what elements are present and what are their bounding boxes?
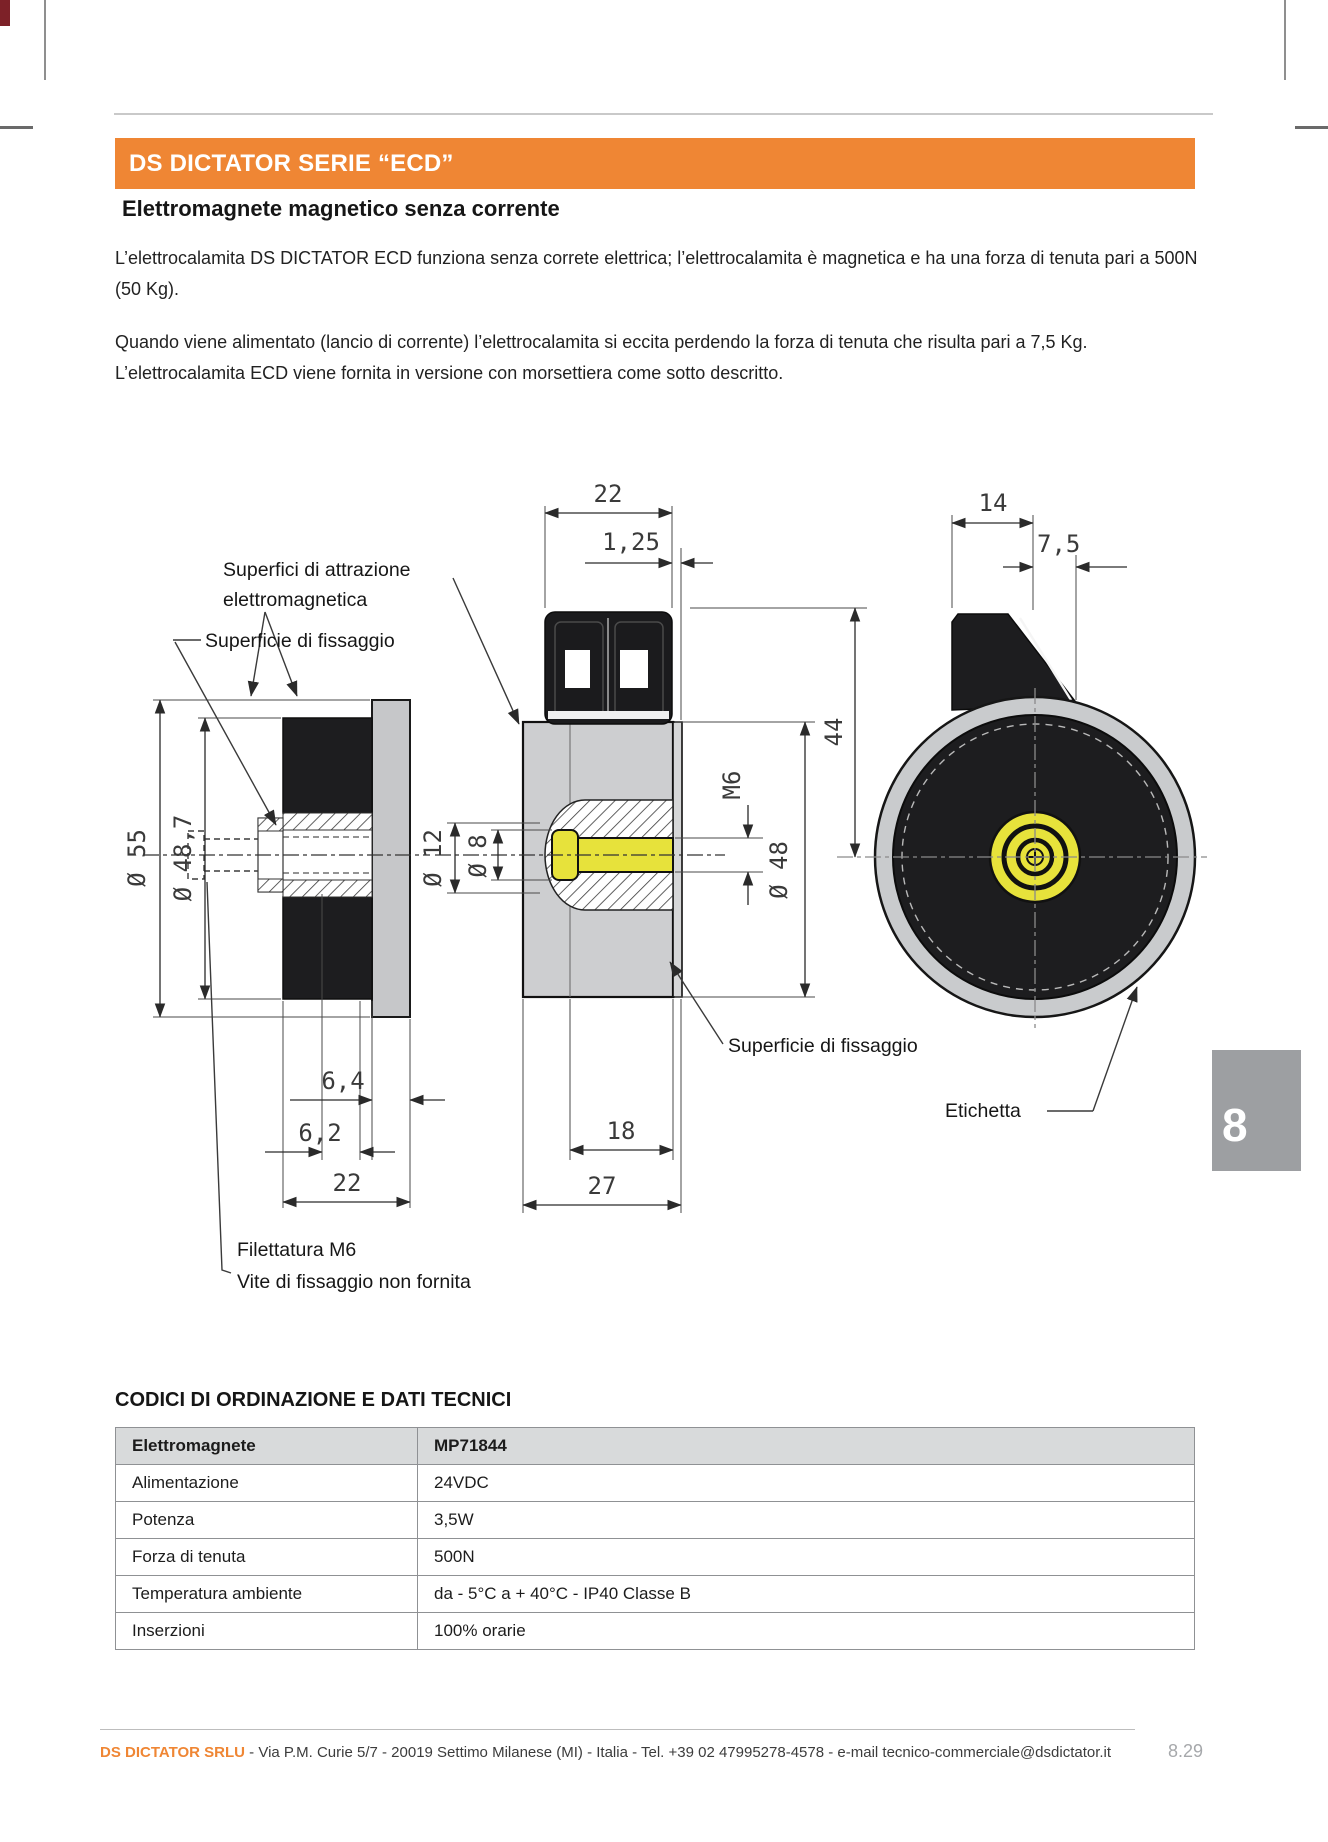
row-label: Temperatura ambiente xyxy=(116,1576,418,1613)
left-view-thread-hatch-top xyxy=(283,813,372,830)
table-row xyxy=(116,1613,1195,1650)
row-label: Inserzioni xyxy=(116,1613,418,1650)
top-divider xyxy=(114,113,1213,115)
chapter-tab-number: 8 xyxy=(1222,1099,1248,1151)
table-row xyxy=(116,1465,1195,1502)
label-sticker: Etichetta xyxy=(945,1100,1021,1122)
table-row xyxy=(116,1539,1195,1576)
label-attraction-2: elettromagnetica xyxy=(223,589,368,611)
footer-divider xyxy=(100,1729,1135,1730)
terminal-hole-right xyxy=(620,650,648,688)
chapter-tab xyxy=(1212,1050,1301,1171)
dim-text-64: 6,4 xyxy=(321,1067,365,1095)
label-thread: Filettatura M6 xyxy=(237,1239,357,1261)
dim-18 xyxy=(570,1117,673,1150)
footer-brand: DS DICTATOR SRLU xyxy=(100,1744,245,1761)
dim-m6 xyxy=(675,771,763,905)
table-row xyxy=(116,1502,1195,1539)
front-terminal-tab xyxy=(952,614,1078,710)
technical-drawing xyxy=(115,460,1215,1310)
page-subtitle: Elettromagnete magnetico senza corrente xyxy=(122,196,560,221)
left-view-magnet-body-upper xyxy=(283,718,372,813)
footer-info: - Via P.M. Curie 5/7 - 20019 Settimo Milanese (MI) - Italia - Tel. +39 02 47995278-4578 - e-mail tecnico-commerciale@dsdictator.it xyxy=(245,1744,1112,1761)
dim-dia48 xyxy=(675,722,815,997)
callout-fixing-right xyxy=(670,962,918,1057)
dim-text-dia12: Ø 12 xyxy=(419,829,447,887)
terminal-hole-left xyxy=(565,650,590,688)
dim-text-dia487: Ø 48,7 xyxy=(169,814,197,902)
terminal-base-strip xyxy=(548,711,669,719)
row-value: 100% orarie xyxy=(418,1613,1195,1650)
row-value: 24VDC xyxy=(418,1465,1195,1502)
footer xyxy=(100,1744,1111,1761)
left-view-mounting-plate xyxy=(372,700,410,1017)
label-screw-note: Vite di fissaggio non fornita xyxy=(237,1271,471,1293)
left-view-thread-hatch-bottom xyxy=(283,880,372,897)
crop-mark-top-right-horizontal xyxy=(1295,126,1328,129)
section-armature-plate xyxy=(673,722,682,997)
row-value: 500N xyxy=(418,1539,1195,1576)
ordering-data-table xyxy=(115,1427,1195,1650)
table-row xyxy=(116,1428,1195,1465)
dim-text-44: 44 xyxy=(820,717,848,747)
dim-22-left xyxy=(283,1169,410,1202)
dim-text-dia8: Ø 8 xyxy=(464,834,492,878)
dim-text-18: 18 xyxy=(606,1117,636,1145)
crop-mark-top-left-horizontal xyxy=(0,126,33,129)
dim-text-62: 6,2 xyxy=(298,1119,342,1147)
row-label: Forza di tenuta xyxy=(116,1539,418,1576)
right-view xyxy=(837,614,1207,1028)
dim-text-22-left: 22 xyxy=(332,1169,362,1197)
table-row xyxy=(116,1576,1195,1613)
dim-text-27: 27 xyxy=(587,1172,617,1200)
dim-text-dia48: Ø 48 xyxy=(765,841,793,899)
row-value: 3,5W xyxy=(418,1502,1195,1539)
collar-hatch-bottom xyxy=(258,879,283,892)
crop-mark-top-left-vertical xyxy=(44,0,46,80)
dim-text-dia55: Ø 55 xyxy=(123,829,151,887)
intro-paragraph-2: Quando viene alimentato (lancio di corrente) l’elettrocalamita si eccita perdendo la forza di tenuta che risulta pari a 7,5 Kg. L’elettrocalamita ECD viene fornita in versione con morsettiera come sotto descritto. xyxy=(115,332,1088,383)
dim-64 xyxy=(290,1067,445,1100)
page-number: 8.29 xyxy=(1168,1741,1204,1761)
collar-hatch-top xyxy=(258,818,283,831)
dim-text-75: 7,5 xyxy=(1037,530,1081,558)
label-fixing-left: Superficie di fissaggio xyxy=(205,630,395,652)
dim-text-125: 1,25 xyxy=(602,528,660,556)
series-banner-title: DS DICTATOR SERIE “ECD” xyxy=(129,150,454,177)
row-value: da - 5°C a + 40°C - IP40 Classe B xyxy=(418,1576,1195,1613)
dim-text-22-top: 22 xyxy=(593,480,623,508)
dim-text-m6: M6 xyxy=(718,770,746,800)
row-label: Potenza xyxy=(116,1502,418,1539)
intro-paragraph-1: L’elettrocalamita DS DICTATOR ECD funziona senza correte elettrica; l’elettrocalamita è magnetica e ha una forza di tenuta pari a 500N (50 Kg). xyxy=(115,248,1198,299)
dim-text-14: 14 xyxy=(978,489,1008,517)
dim-62 xyxy=(265,1119,395,1152)
dim-44 xyxy=(690,608,867,857)
left-view xyxy=(143,700,430,1208)
label-fixing-right: Superficie di fissaggio xyxy=(728,1035,918,1057)
label-attraction-1: Superfici di attrazione xyxy=(223,559,411,581)
series-banner xyxy=(115,138,1195,189)
left-view-magnet-body-lower xyxy=(283,897,372,999)
table-header-label: Elettromagnete xyxy=(116,1428,418,1465)
dim-27 xyxy=(523,1172,681,1205)
table-title: CODICI DI ORDINAZIONE E DATI TECNICI xyxy=(115,1389,512,1411)
crop-mark-top-right-vertical xyxy=(1284,0,1286,80)
table-header-value: MP71844 xyxy=(418,1428,1195,1465)
dim-14 xyxy=(952,489,1033,610)
corner-color-mark xyxy=(0,0,10,26)
row-label: Alimentazione xyxy=(116,1465,418,1502)
